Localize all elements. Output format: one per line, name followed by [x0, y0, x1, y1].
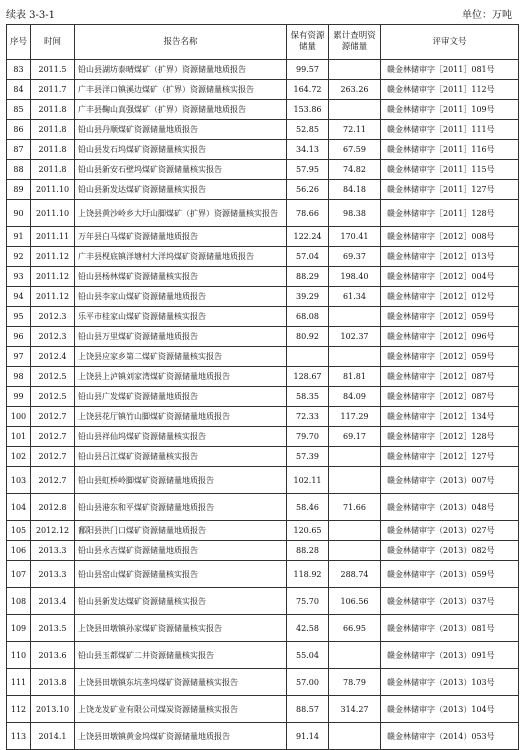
- cell-cumulative: [329, 347, 381, 367]
- cell-reserve: 52.85: [287, 120, 329, 140]
- cell-doc-number: 赣金林储审字［2012］059号: [381, 347, 519, 367]
- cell-report-name: 广丰县枧底镇洋塘村大洋坞煤矿资源储量地质报告: [75, 247, 287, 267]
- cell-reserve: 58.46: [287, 494, 329, 521]
- cell-time: 2011.8: [31, 100, 75, 120]
- cell-cumulative: [329, 447, 381, 467]
- table-row: [7, 723, 519, 750]
- cell-doc-number: 赣金林储审字［2011］112号: [381, 80, 519, 100]
- cell-seq: 83: [7, 60, 31, 80]
- table-row: [7, 367, 519, 387]
- cell-reserve: 39.29: [287, 287, 329, 307]
- cell-doc-number: 赣金林储审字［2011］111号: [381, 120, 519, 140]
- table-row: [7, 541, 519, 561]
- cell-seq: 101: [7, 427, 31, 447]
- cell-time: 2013.4: [31, 588, 75, 615]
- cell-doc-number: 赣金林储审字［2012］087号: [381, 367, 519, 387]
- cell-seq: 94: [7, 287, 31, 307]
- cell-report-name: 铅山县新发达煤矿资源储量核实报告: [75, 180, 287, 200]
- cell-time: 2012.7: [31, 407, 75, 427]
- cell-report-name: 上饶县田墩镇东坑垄坞煤矿资源储量核实报告: [75, 669, 287, 696]
- cell-time: 2012.4: [31, 347, 75, 367]
- cell-reserve: 68.08: [287, 307, 329, 327]
- table-caption: [6, 6, 518, 20]
- cell-report-name: 铅山县港东和平煤矿资源储量地质报告: [75, 494, 287, 521]
- cell-time: 2012.5: [31, 367, 75, 387]
- cell-seq: 107: [7, 561, 31, 588]
- cell-cumulative: 288.74: [329, 561, 381, 588]
- cell-doc-number: 赣金林储审字［2011］081号: [381, 60, 519, 80]
- cell-report-name: 上饶县田墩镇黄金坞煤矿资源储量地质报告: [75, 723, 287, 750]
- cell-report-name: 铅山县虹桥岭脚煤矿资源储量地质报告: [75, 467, 287, 494]
- cell-reserve: 58.35: [287, 387, 329, 407]
- cell-reserve: 88.57: [287, 696, 329, 723]
- cell-cumulative: 314.27: [329, 696, 381, 723]
- cell-seq: 97: [7, 347, 31, 367]
- cell-time: 2012.3: [31, 307, 75, 327]
- cell-reserve: 34.13: [287, 140, 329, 160]
- cell-report-name: 万年县白马煤矿资源储量地质报告: [75, 227, 287, 247]
- cell-time: 2012.3: [31, 327, 75, 347]
- cell-doc-number: 赣金林储审字［2012］013号: [381, 247, 519, 267]
- cell-doc-number: 赣金林储审字［2012］127号: [381, 447, 519, 467]
- cell-time: 2012.7: [31, 427, 75, 447]
- cell-time: 2014.1: [31, 723, 75, 750]
- cell-cumulative: [329, 541, 381, 561]
- cell-cumulative: 106.56: [329, 588, 381, 615]
- reserve-report-table: [6, 24, 519, 750]
- cell-time: 2011.7: [31, 80, 75, 100]
- cell-seq: 109: [7, 615, 31, 642]
- cell-time: 2013.3: [31, 561, 75, 588]
- cell-seq: 111: [7, 669, 31, 696]
- cell-cumulative: 74.82: [329, 160, 381, 180]
- cell-reserve: 42.58: [287, 615, 329, 642]
- cell-cumulative: 98.38: [329, 200, 381, 227]
- cell-seq: 100: [7, 407, 31, 427]
- cell-reserve: 120.65: [287, 521, 329, 541]
- table-row: [7, 387, 519, 407]
- cell-cumulative: [329, 723, 381, 750]
- cell-seq: 85: [7, 100, 31, 120]
- cell-reserve: 128.67: [287, 367, 329, 387]
- cell-doc-number: 赣金林储审字（2013）104号: [381, 696, 519, 723]
- cell-cumulative: 84.09: [329, 387, 381, 407]
- cell-doc-number: 赣金林储审字（2014）053号: [381, 723, 519, 750]
- cell-report-name: 铅山县新安石壁坞煤矿资源储量核实报告: [75, 160, 287, 180]
- cell-reserve: 55.04: [287, 642, 329, 669]
- cell-doc-number: 赣金林储审字（2013）082号: [381, 541, 519, 561]
- cell-doc-number: 赣金林储审字［2012］128号: [381, 427, 519, 447]
- cell-doc-number: 赣金林储审字（2013）091号: [381, 642, 519, 669]
- table-row: [7, 561, 519, 588]
- header-reserve: 保有资源储量: [287, 25, 329, 60]
- cell-reserve: 78.66: [287, 200, 329, 227]
- cell-report-name: 上饶龙发矿业有限公司煤炭资源储量核实报告: [75, 696, 287, 723]
- cell-doc-number: 赣金林储审字［2011］109号: [381, 100, 519, 120]
- cell-seq: 93: [7, 267, 31, 287]
- cell-time: 2011.12: [31, 287, 75, 307]
- cell-time: 2013.3: [31, 541, 75, 561]
- table-row: [7, 427, 519, 447]
- cell-report-name: 铅山县广发煤矿资源储量地质报告: [75, 387, 287, 407]
- cell-report-name: 上饶县应家乡第二煤矿资源储量核实报告: [75, 347, 287, 367]
- cell-reserve: 153.86: [287, 100, 329, 120]
- table-row: [7, 200, 519, 227]
- cell-cumulative: 84.18: [329, 180, 381, 200]
- cell-cumulative: [329, 100, 381, 120]
- table-row: [7, 642, 519, 669]
- table-row: [7, 615, 519, 642]
- cell-cumulative: 66.95: [329, 615, 381, 642]
- cell-doc-number: 赣金林储审字（2013）027号: [381, 521, 519, 541]
- cell-reserve: 57.04: [287, 247, 329, 267]
- cell-cumulative: 81.81: [329, 367, 381, 387]
- cell-seq: 98: [7, 367, 31, 387]
- table-row: [7, 100, 519, 120]
- cell-doc-number: 赣金林储审字（2013）048号: [381, 494, 519, 521]
- cell-cumulative: 72.11: [329, 120, 381, 140]
- table-row: [7, 447, 519, 467]
- cell-seq: 108: [7, 588, 31, 615]
- cell-cumulative: [329, 467, 381, 494]
- cell-time: 2012.7: [31, 447, 75, 467]
- cell-report-name: 鄱阳县洪门口煤矿资源储量地质报告: [75, 521, 287, 541]
- cell-report-name: 上饶县黄沙岭乡大圩山脚煤矿（扩界）资源储量核实报告: [75, 200, 287, 227]
- cell-reserve: 75.70: [287, 588, 329, 615]
- cell-reserve: 164.72: [287, 80, 329, 100]
- cell-doc-number: 赣金林储审字（2013）007号: [381, 467, 519, 494]
- cell-cumulative: 102.37: [329, 327, 381, 347]
- cell-time: 2013.6: [31, 642, 75, 669]
- cell-doc-number: 赣金林储审字（2013）081号: [381, 615, 519, 642]
- cell-doc-number: 赣金林储审字［2012］004号: [381, 267, 519, 287]
- table-body: [7, 60, 519, 750]
- cell-report-name: 铅山县玉都煤矿二井资源储量核实报告: [75, 642, 287, 669]
- table-row: [7, 247, 519, 267]
- table-row: [7, 669, 519, 696]
- cell-time: 2011.5: [31, 60, 75, 80]
- table-title: 续表 3-3-1: [6, 10, 56, 21]
- cell-report-name: 铅山县杨林煤矿资源储量核实报告: [75, 267, 287, 287]
- cell-reserve: [287, 347, 329, 367]
- header-name: 报告名称: [75, 25, 287, 60]
- cell-cumulative: 170.41: [329, 227, 381, 247]
- cell-time: 2011.12: [31, 267, 75, 287]
- cell-cumulative: 69.37: [329, 247, 381, 267]
- cell-cumulative: [329, 642, 381, 669]
- table-row: [7, 180, 519, 200]
- cell-doc-number: 赣金林储审字［2011］127号: [381, 180, 519, 200]
- cell-cumulative: 117.29: [329, 407, 381, 427]
- cell-cumulative: 78.79: [329, 669, 381, 696]
- cell-doc-number: 赣金林储审字［2011］128号: [381, 200, 519, 227]
- cell-cumulative: [329, 307, 381, 327]
- cell-report-name: 铅山县吕江煤矿资源储量核实报告: [75, 447, 287, 467]
- cell-seq: 104: [7, 494, 31, 521]
- cell-report-name: 上饶县上泸镇刘家湾煤矿资源储量地质报告: [75, 367, 287, 387]
- table-row: [7, 80, 519, 100]
- table-row: [7, 120, 519, 140]
- cell-reserve: 88.28: [287, 541, 329, 561]
- cell-seq: 87: [7, 140, 31, 160]
- table-row: [7, 588, 519, 615]
- cell-time: 2012.5: [31, 387, 75, 407]
- cell-seq: 96: [7, 327, 31, 347]
- cell-cumulative: 67.59: [329, 140, 381, 160]
- cell-reserve: 122.24: [287, 227, 329, 247]
- cell-seq: 84: [7, 80, 31, 100]
- cell-report-name: 广丰县鞠山真强煤矿（扩界）资源储量地质报告: [75, 100, 287, 120]
- cell-report-name: 广丰县洋口镇溪边煤矿（扩界）资源储量核实报告: [75, 80, 287, 100]
- cell-doc-number: 赣金林储审字（2013）059号: [381, 561, 519, 588]
- cell-seq: 105: [7, 521, 31, 541]
- cell-reserve: 57.39: [287, 447, 329, 467]
- cell-report-name: 铅山县李家山煤矿资源储量地质报告: [75, 287, 287, 307]
- cell-cumulative: 71.66: [329, 494, 381, 521]
- cell-cumulative: 198.40: [329, 267, 381, 287]
- cell-time: 2013.5: [31, 615, 75, 642]
- cell-doc-number: 赣金林储审字［2012］096号: [381, 327, 519, 347]
- cell-cumulative: [329, 60, 381, 80]
- cell-time: 2012.7: [31, 467, 75, 494]
- cell-seq: 86: [7, 120, 31, 140]
- cell-time: 2011.12: [31, 247, 75, 267]
- cell-report-name: 铅山县窑山煤矿资源储量核实报告: [75, 561, 287, 588]
- cell-doc-number: 赣金林储审字［2012］059号: [381, 307, 519, 327]
- cell-cumulative: [329, 521, 381, 541]
- header-time: 时间: [31, 25, 75, 60]
- table-row: [7, 287, 519, 307]
- header-doc: 评审文号: [381, 25, 519, 60]
- cell-doc-number: 赣金林储审字［2011］116号: [381, 140, 519, 160]
- cell-time: 2013.8: [31, 669, 75, 696]
- table-header-row: [7, 25, 519, 60]
- unit-label: 单位：万吨: [462, 10, 512, 21]
- cell-report-name: 铅山县万里煤矿资源储量地质报告: [75, 327, 287, 347]
- table-row: [7, 407, 519, 427]
- cell-seq: 110: [7, 642, 31, 669]
- table-row: [7, 267, 519, 287]
- cell-seq: 91: [7, 227, 31, 247]
- cell-doc-number: 赣金林储审字（2013）103号: [381, 669, 519, 696]
- cell-cumulative: 263.26: [329, 80, 381, 100]
- cell-reserve: 99.57: [287, 60, 329, 80]
- cell-seq: 92: [7, 247, 31, 267]
- cell-time: 2012.8: [31, 494, 75, 521]
- cell-reserve: 88.29: [287, 267, 329, 287]
- table-row: [7, 307, 519, 327]
- cell-reserve: 57.00: [287, 669, 329, 696]
- cell-reserve: 56.26: [287, 180, 329, 200]
- cell-time: 2011.8: [31, 140, 75, 160]
- cell-reserve: 79.70: [287, 427, 329, 447]
- cell-time: 2011.8: [31, 160, 75, 180]
- table-row: [7, 160, 519, 180]
- cell-reserve: 57.95: [287, 160, 329, 180]
- cell-report-name: 上饶县田墩镇孙家煤矿资源储量核实报告: [75, 615, 287, 642]
- cell-doc-number: 赣金林储审字［2012］008号: [381, 227, 519, 247]
- cell-report-name: 铅山县湖坊泰晴煤矿（扩界）资源储量地质报告: [75, 60, 287, 80]
- header-seq: 序号: [7, 25, 31, 60]
- cell-reserve: 118.92: [287, 561, 329, 588]
- cell-seq: 95: [7, 307, 31, 327]
- cell-report-name: 铅山县新发达煤矿资源储量核实报告: [75, 588, 287, 615]
- cell-seq: 106: [7, 541, 31, 561]
- cell-reserve: 91.14: [287, 723, 329, 750]
- cell-doc-number: 赣金林储审字［2012］134号: [381, 407, 519, 427]
- cell-report-name: 铅山县永吉煤矿资源储量地质报告: [75, 541, 287, 561]
- cell-report-name: 铅山县发石坞煤矿资源储量核实报告: [75, 140, 287, 160]
- cell-doc-number: 赣金林储审字［2011］115号: [381, 160, 519, 180]
- cell-seq: 99: [7, 387, 31, 407]
- table-row: [7, 494, 519, 521]
- cell-report-name: 铅山县祥仙坞煤矿资源储量核实报告: [75, 427, 287, 447]
- cell-seq: 112: [7, 696, 31, 723]
- cell-seq: 113: [7, 723, 31, 750]
- cell-time: 2011.10: [31, 180, 75, 200]
- cell-cumulative: 69.17: [329, 427, 381, 447]
- cell-doc-number: 赣金林储审字（2013）037号: [381, 588, 519, 615]
- cell-reserve: 80.92: [287, 327, 329, 347]
- table-row: [7, 521, 519, 541]
- cell-report-name: 上饶县花厅镇竹山脚煤矿资源储量地质报告: [75, 407, 287, 427]
- cell-seq: 102: [7, 447, 31, 467]
- cell-reserve: 72.33: [287, 407, 329, 427]
- cell-report-name: 乐平市桂家山煤矿资源储量核实报告: [75, 307, 287, 327]
- table-row: [7, 327, 519, 347]
- cell-seq: 89: [7, 180, 31, 200]
- cell-report-name: 铅山县丹顺煤矿资源储量地质报告: [75, 120, 287, 140]
- header-cumulative: 累计查明资源储量: [329, 25, 381, 60]
- table-row: [7, 696, 519, 723]
- cell-time: 2013.10: [31, 696, 75, 723]
- table-row: [7, 347, 519, 367]
- cell-time: 2012.12: [31, 521, 75, 541]
- table-row: [7, 227, 519, 247]
- cell-seq: 103: [7, 467, 31, 494]
- cell-seq: 88: [7, 160, 31, 180]
- cell-doc-number: 赣金林储审字［2012］087号: [381, 387, 519, 407]
- table-row: [7, 140, 519, 160]
- cell-time: 2011.11: [31, 227, 75, 247]
- cell-cumulative: 61.34: [329, 287, 381, 307]
- cell-reserve: 102.11: [287, 467, 329, 494]
- cell-time: 2011.10: [31, 200, 75, 227]
- table-row: [7, 467, 519, 494]
- cell-seq: 90: [7, 200, 31, 227]
- table-row: [7, 60, 519, 80]
- cell-doc-number: 赣金林储审字［2012］012号: [381, 287, 519, 307]
- cell-time: 2011.8: [31, 120, 75, 140]
